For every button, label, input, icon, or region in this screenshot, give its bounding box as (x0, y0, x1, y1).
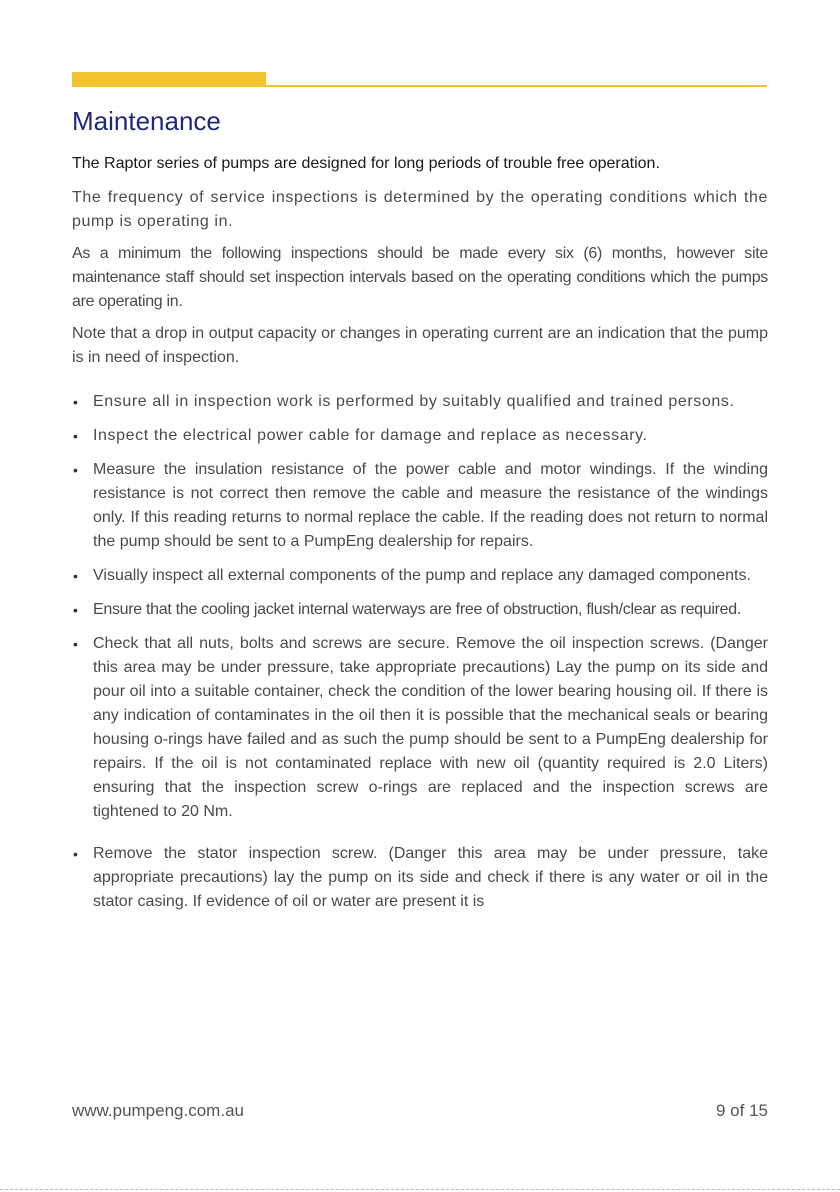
list-item-text: Ensure that the cooling jacket internal waterways are free of obstruction, flush/clear as required. (93, 601, 741, 618)
list-item-text: Inspect the electrical power cable for damage and replace as necessary. (93, 427, 648, 444)
bullet-icon: • (73, 602, 78, 618)
header-rule-line (266, 85, 767, 87)
list-item-text: Ensure all in inspection work is performed by suitably qualified and trained persons. (93, 393, 735, 410)
bullet-icon: • (73, 428, 78, 444)
inspection-checklist (72, 390, 768, 914)
bullet-icon: • (73, 636, 78, 652)
list-item-text: Measure the insulation resistance of the power cable and motor windings. If the winding resistance is not correct then remove the cable and measure the resistance of the windings only. If this reading returns to normal replace the cable. If the reading does not return to normal the pump should be sent to a PumpEng dealership for repairs. (93, 461, 768, 550)
list-item-text: Check that all nuts, bolts and screws are secure. Remove the oil inspection screws. (Danger this area may be under pressure, take appropriate precautions) Lay the pump on its side and pour oil into a suitable container, check the condition of the lower bearing housing oil. If there is any indication of contaminates in the oil then it is possible that the mechanical seals or bearing housing o-rings have failed and as such the pump should be sent to a PumpEng dealership for repairs. If the oil is not contaminated replace with new oil (quantity required is 2.0 Liters) ensuring that the inspection screw o-rings are replaced and the inspection screws are tightened to 20 Nm. (93, 635, 768, 820)
page-title: Maintenance (72, 106, 221, 136)
output-capacity-note: Note that a drop in output capacity or changes in operating current are an indication that the pump is in need of inspection. (72, 325, 768, 366)
intro-paragraph: The Raptor series of pumps are designed for long periods of trouble free operation. (72, 155, 660, 172)
list-item-text: Visually inspect all external components of the pump and replace any damaged components. (93, 567, 751, 584)
list-item (72, 458, 768, 554)
list-item (72, 424, 768, 448)
list-item (72, 598, 768, 622)
bullet-icon: • (73, 462, 78, 478)
list-item-text: Remove the stator inspection screw. (Danger this area may be under pressure, take appropriate precautions) lay the pump on its side and check if there is any water or oil in the stator casing. If evidence of oil or water are present it is (93, 845, 768, 910)
bullet-icon: • (73, 846, 78, 862)
bullet-icon: • (73, 568, 78, 584)
header-accent-bar (72, 72, 266, 87)
bullet-icon: • (73, 394, 78, 410)
minimum-inspection-paragraph: As a minimum the following inspections should be made every six (6) months, however site maintenance staff should set inspection intervals based on the operating conditions which the pumps are operating in. (72, 245, 768, 310)
list-item (72, 390, 768, 414)
main-content (72, 152, 768, 924)
frequency-paragraph: The frequency of service inspections is determined by the operating conditions which the pump is operating in. (72, 189, 768, 230)
footer-page-number: 9 of 15 (716, 1101, 768, 1120)
page-bottom-edge (0, 1189, 840, 1190)
footer-website: www.pumpeng.com.au (72, 1101, 244, 1120)
list-item (72, 564, 768, 588)
list-item (72, 632, 768, 824)
list-item (72, 842, 768, 914)
